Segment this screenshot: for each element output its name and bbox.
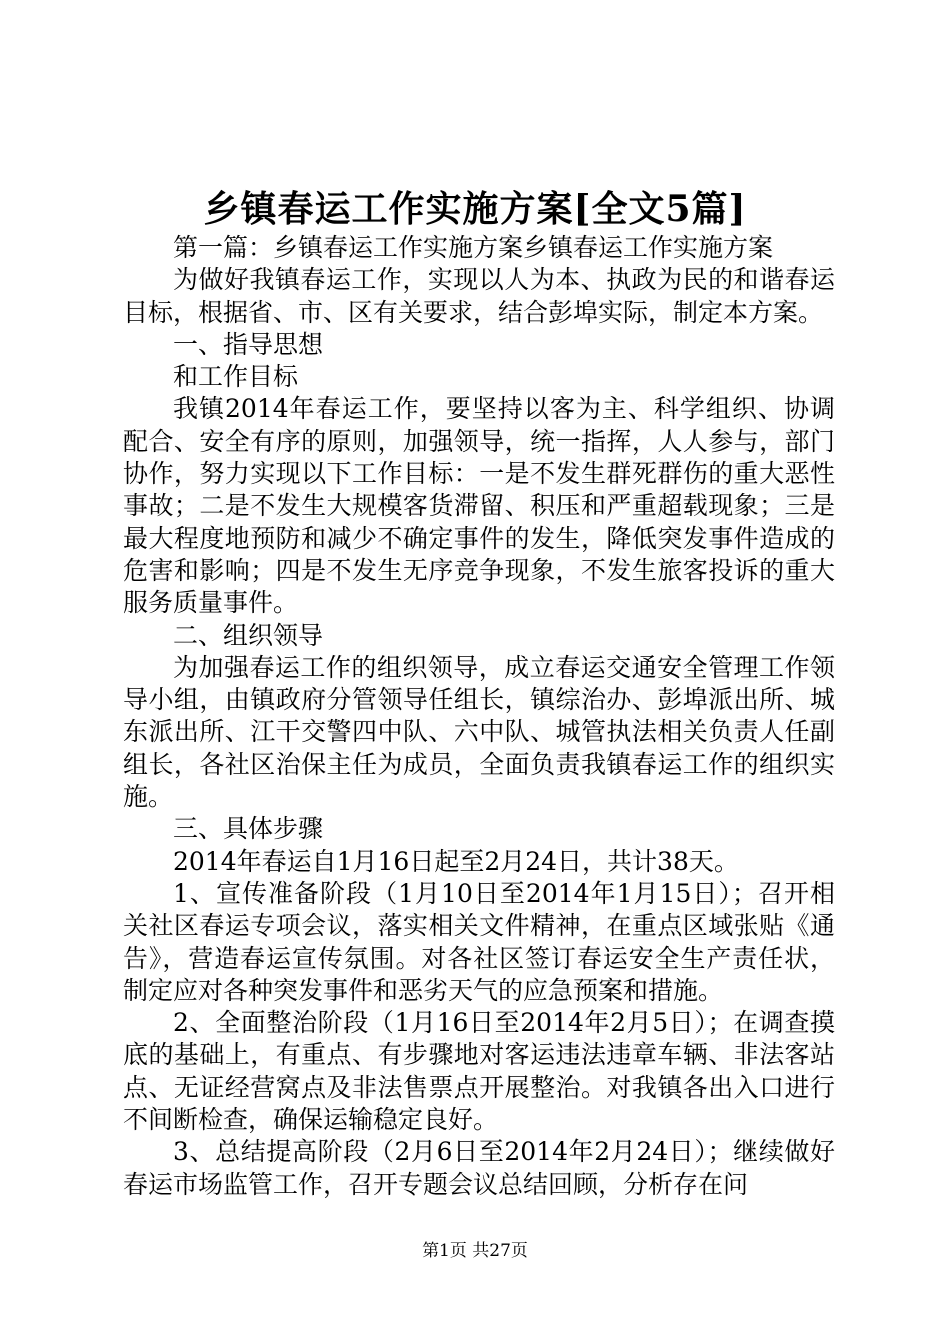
- paragraph: 2、全面整治阶段（1月16日至2014年2月5日）；在调查摸底的基础上，有重点、有步骤地对客运违法违章车辆、非法客站点、无证经营窝点及非法售票点开展整治。对我镇各出入口进行不间断检查，确保运输稳定良好。: [123, 1008, 835, 1135]
- paragraph: 3、总结提高阶段（2月6日至2014年2月24日）；继续做好春运市场监管工作，召开专题会议总结回顾，分析存在问: [123, 1137, 835, 1199]
- paragraph: 为加强春运工作的组织领导，成立春运交通安全管理工作领导小组，由镇政府分管领导任组长，镇综治办、彭埠派出所、城东派出所、江干交警四中队、六中队、城管执法相关负责人任副组长，各社区治保主任为成员，全面负责我镇春运工作的组织实施。: [123, 652, 835, 812]
- paragraph: 2014年春运自1月16日起至2月24日，共计38天。: [173, 846, 739, 876]
- section-heading: 和工作目标: [173, 362, 299, 392]
- paragraph: 为做好我镇春运工作，实现以人为本、执政为民的和谐春运目标，根据省、市、区有关要求，结合彭埠实际，制定本方案。: [123, 265, 835, 327]
- paragraph: 第一篇：乡镇春运工作实施方案乡镇春运工作实施方案: [173, 233, 774, 262]
- section-heading: 二、组织领导: [173, 620, 324, 650]
- paragraph: 我镇2014年春运工作，要坚持以客为主、科学组织、协调配合、安全有序的原则，加强领导，统一指挥，人人参与，部门协作，努力实现以下工作目标：一是不发生群死群伤的重大恶性事故；二是不发生大规模客货滞留、积压和严重超载现象；三是最大程度地预防和减少不确定事件的发生，降低突发事件造成的危害和影响；四是不发生无序竞争现象，不发生旅客投诉的重大服务质量事件。: [123, 394, 835, 618]
- document-title: 乡镇春运工作实施方案[全文5篇]: [203, 188, 747, 230]
- page-footer: 第1页 共27页: [422, 1241, 528, 1261]
- section-heading: 三、具体步骤: [173, 814, 324, 844]
- document-body: [123, 232, 835, 1201]
- paragraph: 1、宣传准备阶段（1月10日至2014年1月15日）；召开相关社区春运专项会议，落实相关文件精神，在重点区域张贴《通告》，营造春运宣传氛围。对各社区签订春运安全生产责任状，制定应对各种突发事件和恶劣天气的应急预案和措施。: [123, 878, 835, 1005]
- section-heading: 一、指导思想: [173, 329, 324, 359]
